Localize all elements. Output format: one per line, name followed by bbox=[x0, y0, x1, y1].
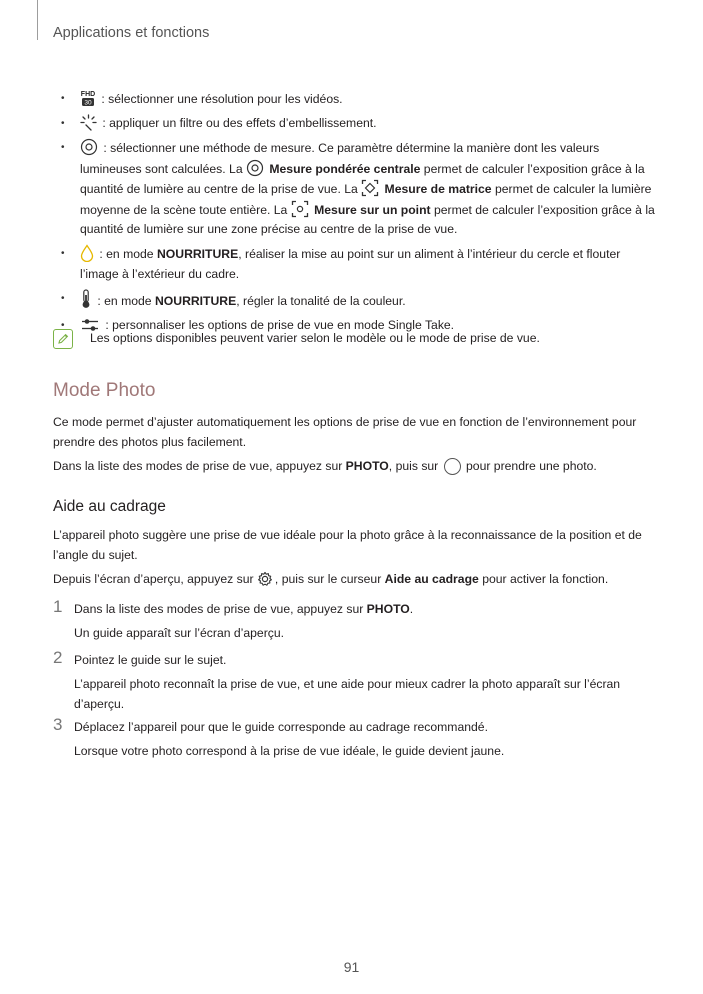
step-number: 1 bbox=[53, 597, 63, 616]
list-item: • FHD 30 : sélectionner une résolution pour les vidéos. bbox=[80, 89, 660, 110]
list-item: • : sélectionner une méthode de mesure. Ce paramètre détermine la manière dont les valeurs lumineuses sont calculées. La Mesure pondérée centrale permet de calculer l’exposition grâce à la quantité de lumière au centre de la prise de vue. La Mesure de matrice permet de calculer la lumière moyenne de la scène toute entière. La Mesure sur un point permet de calculer l’exposition grâce à la quantité de lumière sur une zone précise au centre de la prise de vue. bbox=[80, 138, 660, 240]
step-instruction: Déplacez l’appareil pour que le guide corresponde au cadrage recommandé. bbox=[74, 720, 488, 734]
step-1 bbox=[53, 597, 653, 648]
aide-body bbox=[53, 526, 653, 594]
step-instruction: Dans la liste des modes de prise de vue, appuyez sur PHOTO. bbox=[74, 602, 414, 616]
header-rule bbox=[37, 0, 38, 40]
step-2 bbox=[53, 648, 653, 719]
thermometer-icon bbox=[80, 289, 92, 309]
step-number: 3 bbox=[53, 715, 63, 734]
settings-gear-icon bbox=[257, 571, 273, 587]
list-item: • : appliquer un filtre ou des effets d’embellissement. bbox=[80, 114, 660, 134]
options-list bbox=[80, 89, 660, 340]
aide-instruction: Depuis l’écran d’aperçu, appuyez sur , puis sur le curseur Aide au cadrage pour activer la fonction. bbox=[53, 571, 609, 586]
page-header: Applications et fonctions bbox=[53, 25, 210, 41]
list-item: • : en mode NOURRITURE, régler la tonalité de la couleur. bbox=[80, 289, 660, 312]
center-weighted-icon bbox=[246, 159, 264, 177]
page-number: 91 bbox=[343, 959, 360, 975]
spot-icon bbox=[291, 200, 309, 218]
step-3 bbox=[53, 715, 653, 766]
svg-text:30: 30 bbox=[84, 99, 92, 107]
step-number: 2 bbox=[53, 648, 63, 667]
fhd-30-icon bbox=[80, 89, 96, 107]
mode-photo-instruction: Dans la liste des modes de prise de vue, appuyez sur PHOTO, puis sur pour prendre une photo. bbox=[53, 458, 597, 473]
step-result: L’appareil photo reconnaît la prise de vue, et une aide pour mieux cadrer la photo apparaît sur l’écran d’aperçu. bbox=[74, 677, 621, 711]
list-item: • : en mode NOURRITURE, réaliser la mise au point sur un aliment à l’intérieur du cercle et flouter l’image à l’extérieur du cadre. bbox=[80, 244, 660, 284]
mode-photo-intro: Ce mode permet d’ajuster automatiquement les options de prise de vue en fonction de l’environnement pour prendre des photos plus facilement. bbox=[53, 415, 637, 449]
mode-photo-body bbox=[53, 413, 653, 481]
step-result: Lorsque votre photo correspond à la prise de vue idéale, le guide devient jaune. bbox=[74, 744, 505, 758]
metering-icon bbox=[80, 138, 98, 156]
section-title: Mode Photo bbox=[53, 380, 156, 401]
list-item: • : personnaliser les options de prise de vue en mode Single Take. bbox=[80, 316, 660, 336]
aide-intro: L’appareil photo suggère une prise de vue idéale pour la photo grâce à la reconnaissance de la position et de l’angle du sujet. bbox=[53, 528, 642, 562]
matrix-icon bbox=[361, 179, 379, 197]
svg-text:FHD: • FHD bbox=[80, 91, 96, 98]
sparkle-filter-icon bbox=[80, 114, 97, 131]
step-instruction: Pointez le guide sur le sujet. bbox=[74, 653, 227, 667]
shutter-button-icon bbox=[444, 458, 461, 475]
note-pencil-icon bbox=[53, 329, 73, 349]
food-focus-drop-icon bbox=[80, 244, 94, 262]
step-result: Un guide apparaît sur l’écran d’aperçu. bbox=[74, 626, 285, 640]
subsection-title: Aide au cadrage bbox=[53, 498, 166, 515]
note-text: Les options disponibles peuvent varier selon le modèle ou le mode de prise de vue. bbox=[90, 331, 540, 345]
